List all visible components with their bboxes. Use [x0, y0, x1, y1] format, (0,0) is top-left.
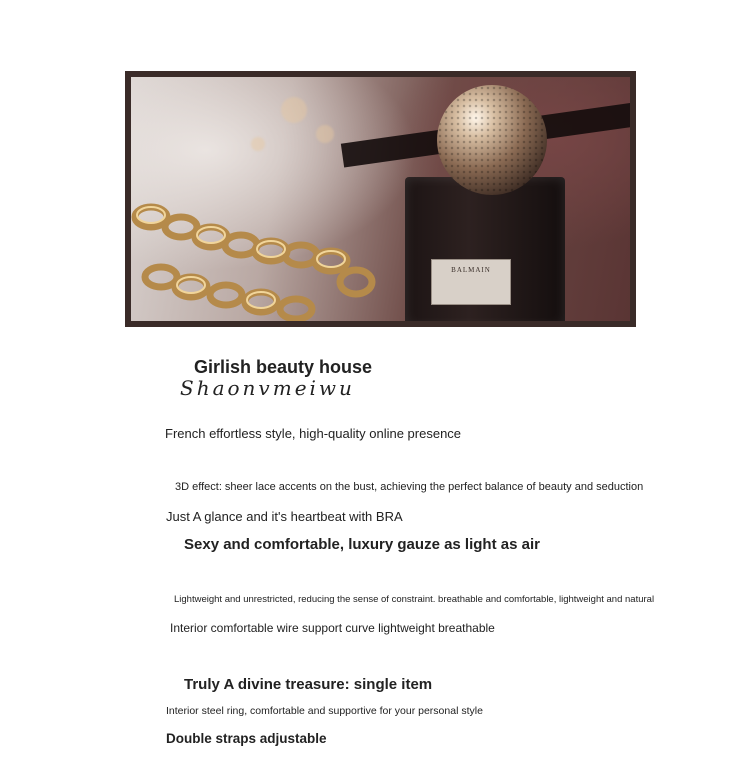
- copy-line: Interior steel ring, comfortable and supportive for your personal style: [166, 705, 483, 717]
- bokeh-light: [251, 137, 265, 151]
- perfume-cap: [437, 85, 547, 195]
- copy-line: French effortless style, high-quality online presence: [165, 426, 462, 441]
- bokeh-light: [281, 97, 307, 123]
- brand-title: Girlish beauty house: [194, 357, 373, 377]
- brand-script-name: Shaonvmeiwu: [180, 376, 355, 400]
- copy-line: Lightweight and unrestricted, reducing the sense of constraint. breathable and comfortable, lightweight and natural: [174, 594, 655, 605]
- copy-line: Interior comfortable wire support curve lightweight breathable: [170, 621, 495, 635]
- product-photo-frame: [125, 71, 636, 327]
- copy-line: Just A glance and it's heartbeat with BRA: [166, 509, 403, 524]
- copy-heading: Truly A divine treasure: single item: [184, 676, 433, 693]
- cap-texture: [437, 85, 547, 195]
- copy-heading: Sexy and comfortable, luxury gauze as light as air: [184, 536, 540, 553]
- bottle-label: BALMAIN: [431, 259, 511, 305]
- perfume-chain-photo: [131, 77, 630, 321]
- gold-chain: [131, 187, 401, 321]
- copy-line: 3D effect: sheer lace accents on the bust, achieving the perfect balance of beauty and seduction: [175, 481, 644, 493]
- bokeh-light: [316, 125, 334, 143]
- copy-line: Double straps adjustable: [166, 731, 327, 746]
